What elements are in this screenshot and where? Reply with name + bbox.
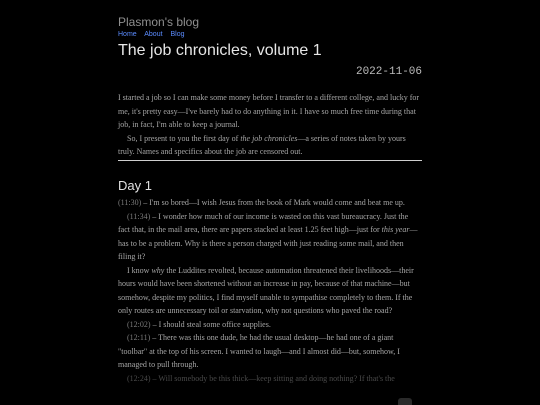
entry-time: (12:11): [127, 333, 151, 342]
journal-entry-faded: (12:24) – Will somebody be this thick—keep sitting and doing nothing? If that's the: [127, 373, 395, 383]
post-intro: [118, 91, 422, 159]
day-entries: [118, 196, 422, 385]
entry-text: – I should steal some office supplies.: [150, 319, 271, 329]
intro-paragraph: [118, 132, 422, 159]
journal-entry: [118, 210, 422, 264]
entry-time: (12:02): [127, 319, 151, 329]
entry-time: (11:30): [118, 198, 142, 207]
entry-text: the Luddites revolted, because automation threatened their livelihoods—their hours would have been shortened without an increase in pay, because of that machine—but somehow, despite my politics, I find myself unable to sympathise completely to them. If the only routes are unnecessary toil or starvation, why not questions who paved the road?: [118, 265, 414, 315]
nav-blog-link[interactable]: Blog: [170, 31, 185, 38]
nav-about-link[interactable]: About: [144, 31, 163, 38]
post-date: 2022-11-06: [355, 66, 422, 78]
intro-paragraph: [118, 91, 422, 132]
intro-text: I started a job so I can make some money before I transfer to a different college, and lucky for me, it's pretty easy—I've barely had to do anything in it. I have so much free time during that job, in fact, I'm able to keep a journal.: [118, 93, 420, 129]
intro-emphasis: the job chronicles: [240, 133, 298, 143]
entry-text: – There was this one dude, he had the usual desktop—he had one of a giant "toolbar" at the top of his screen. I wanted to laugh—and I almost did—but, somehow, I managed to pull through.: [118, 333, 400, 369]
day-heading: Day 1: [118, 178, 152, 193]
journal-entry: [118, 331, 422, 372]
intro-text: So, I present to you the first day of: [127, 133, 241, 143]
entry-text: – I wonder how much of our income is wasted on this vast bureaucracy. Just the fact that, in the mail area, there are papers stacked at least 1.25 feet high—just for: [118, 211, 409, 234]
entry-emphasis: this year: [381, 225, 410, 234]
journal-entry: [118, 264, 422, 318]
site-nav: [118, 31, 191, 38]
entry-time: (11:34): [127, 211, 151, 221]
journal-entry: [118, 318, 422, 332]
entry-text: – I'm so bored—I wish Jesus from the book of Mark would come and beat me up.: [141, 198, 405, 207]
section-divider: [118, 160, 422, 161]
entry-text: I know: [127, 265, 152, 275]
site-title[interactable]: Plasmon's blog: [118, 15, 199, 29]
nav-home-link[interactable]: Home: [118, 31, 137, 38]
entry-emphasis: why: [151, 265, 165, 275]
post-title: The job chronicles, volume 1: [118, 42, 322, 59]
journal-entry: [118, 196, 422, 210]
entry-text: —has to be a problem. Why is there a person charged with just reading some mail, and then filing it?: [118, 225, 418, 261]
intro-text: —a series of notes taken by yours truly. Names and specifics about the job are censored out.: [118, 133, 406, 156]
scroll-to-top-handle[interactable]: [398, 398, 412, 405]
